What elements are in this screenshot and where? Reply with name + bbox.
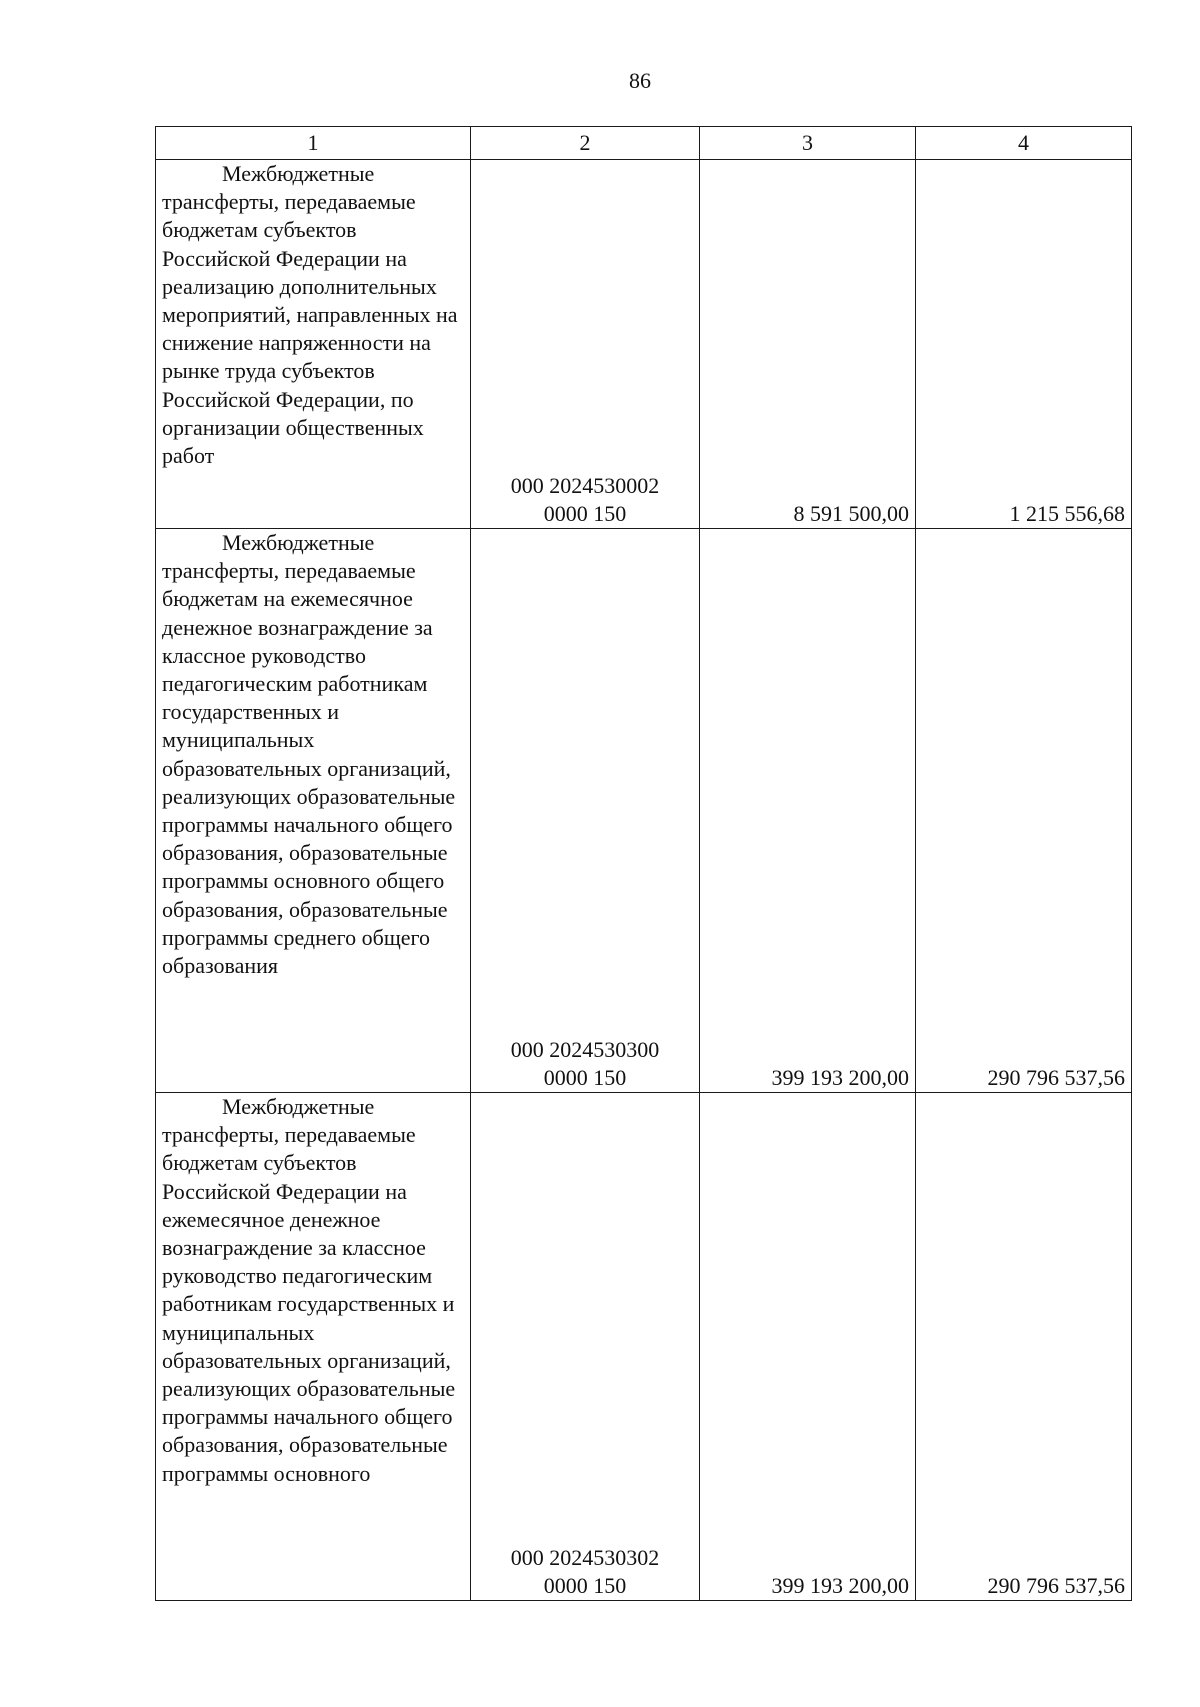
row-col4-value: 290 796 537,56 — [916, 529, 1132, 1093]
column-header-3: 3 — [700, 127, 916, 160]
row-col4-value: 290 796 537,56 — [916, 1093, 1132, 1601]
table-row — [156, 529, 1132, 1093]
row-code-line-1: 000 2024530002 — [510, 472, 660, 498]
column-header-1: 1 — [156, 127, 471, 160]
row-code-line-1: 000 2024530300 — [510, 1036, 660, 1062]
table-header-row — [156, 127, 1132, 160]
row-code-line-2: 0000 150 — [543, 500, 627, 526]
row-name-cell — [156, 529, 471, 1093]
column-header-4: 4 — [916, 127, 1132, 160]
row-code-cell — [471, 529, 700, 1093]
table-row — [156, 1093, 1132, 1601]
row-col4-value: 1 215 556,68 — [916, 160, 1132, 529]
column-header-2: 2 — [471, 127, 700, 160]
row-name-text: Межбюджетные трансферты, передаваемые бюджетам субъектов Российской Федерации на реализацию дополнительных мероприятий, направленных на снижение напряженности на рынке труда субъектов Российской Федерации, по организации общественных работ — [162, 161, 458, 469]
row-name-text: Межбюджетные трансферты, передаваемые бюджетам субъектов Российской Федерации на ежемесячное денежное вознаграждение за классное руководство педагогическим работникам государственных и муниципальных образовательных организаций, реализующих образовательные программы начального общего образования, образовательные программы основного — [162, 1094, 456, 1486]
table-row — [156, 160, 1132, 529]
page-number: 86 — [629, 68, 651, 93]
row-name-text: Межбюджетные трансферты, передаваемые бюджетам на ежемесячное денежное вознаграждение за классное руководство педагогическим работникам государственных и муниципальных образовательных организаций, реализующих образовательные программы начального общего образования, образовательные программы основного общего образования, образовательные программы среднего общего образования — [162, 530, 456, 979]
row-name-cell — [156, 160, 471, 529]
row-col3-value: 399 193 200,00 — [700, 529, 916, 1093]
row-code-line-2: 0000 150 — [543, 1572, 627, 1598]
row-col3-value: 399 193 200,00 — [700, 1093, 916, 1601]
budget-table — [155, 126, 1132, 1601]
row-code-cell — [471, 160, 700, 529]
row-code-line-1: 000 2024530302 — [510, 1544, 660, 1570]
row-col3-value: 8 591 500,00 — [700, 160, 916, 529]
row-code-cell — [471, 1093, 700, 1601]
row-code-line-2: 0000 150 — [543, 1064, 627, 1090]
row-name-cell — [156, 1093, 471, 1601]
